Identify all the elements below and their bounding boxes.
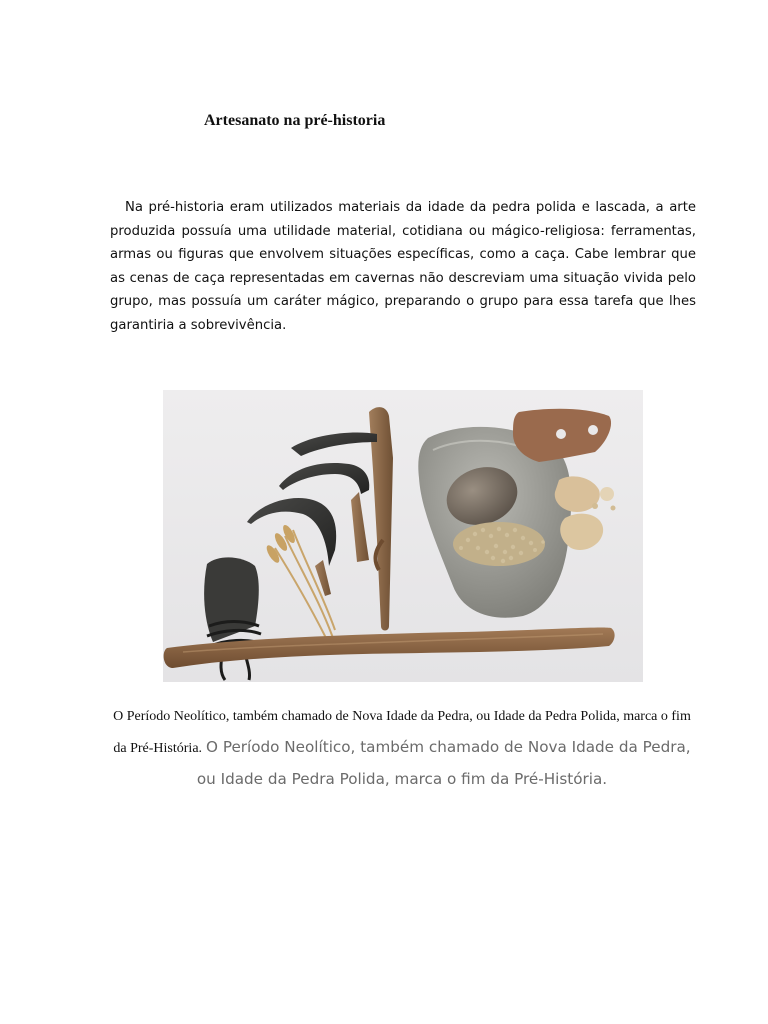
grain-pile xyxy=(453,522,545,566)
caption-serif: O Período Neolítico, também chamado de Nova Idade da Pedra, ou Idade da Pedra Polida, marca o fim da Pré-História. xyxy=(113,709,691,756)
caption-sans: O Período Neolítico, também chamado de Nova Idade da Pedra, ou Idade da Pedra Polida, marca o fim da Pré-História. xyxy=(196,738,691,788)
neolithic-tools-photo xyxy=(163,390,643,682)
body-paragraph: Na pré-historia eram utilizados materiais da idade da pedra polida e lascada, a arte produzida possuía uma utilidade material, cotidiana ou mágico-religiosa: ferramentas, armas ou figuras que envolvem situações específicas, como a caça. Cabe lembrar que as cenas de caça representadas em cavernas não descreviam uma situação vivida pelo grupo, mas possuía um caráter mágico, preparando o grupo para essa tarefa que lhes garantiria a sobrevivência. xyxy=(110,200,696,333)
page-title: Artesanato na pré-historia xyxy=(204,112,386,129)
figure-caption xyxy=(112,700,692,795)
